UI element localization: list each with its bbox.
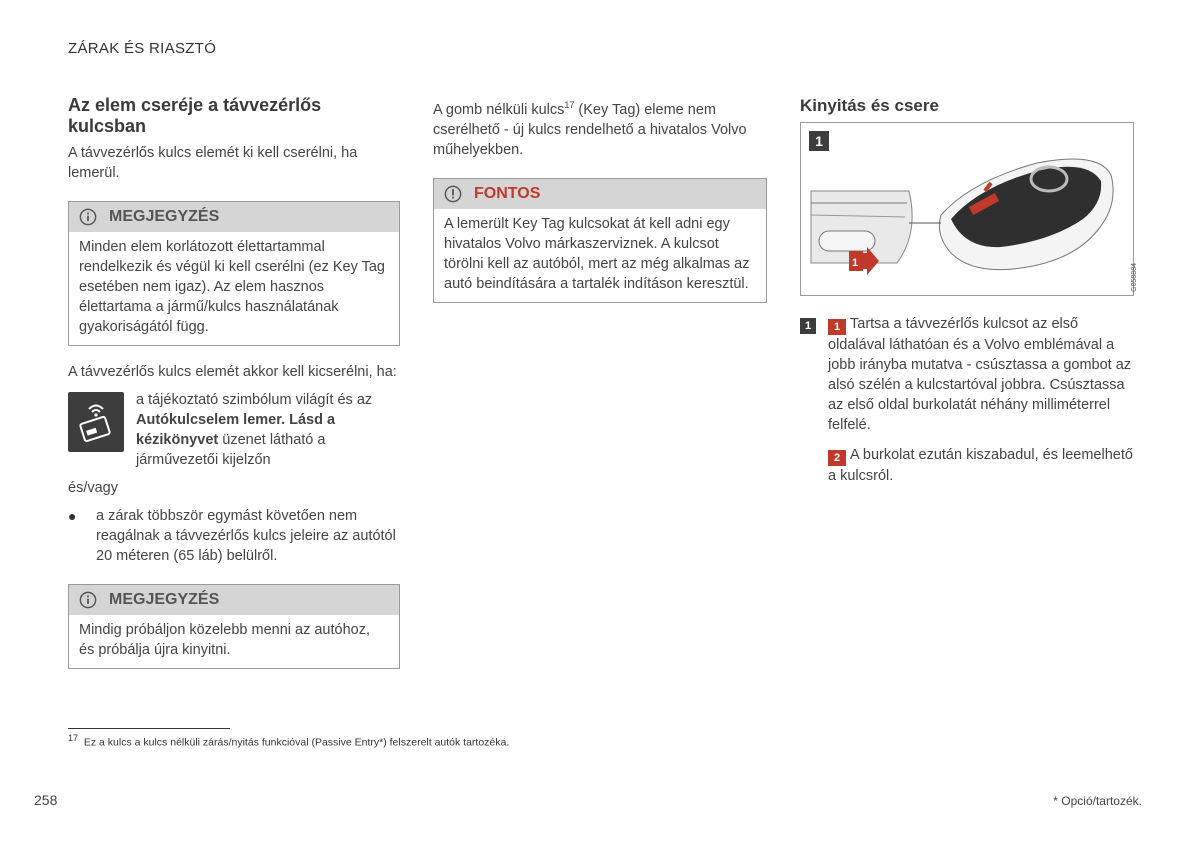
figure-badge: 1 [809,131,829,151]
footnote-text: Ez a kulcs a kulcs nélküli zárás/nyitás funkcióval (Passive Entry*) felszerelt autók tartozéka. [83,736,510,749]
note-text-2: Mindig próbáljon közelebb menni az autóhoz, és próbálja újra kinyitni. [79,622,370,658]
note-label: MEGJEGYZÉS [109,208,220,225]
footnote [68,733,509,749]
step-1-text [828,314,1134,435]
key-illustration [800,122,1138,296]
step-2-body: A burkolat ezután kiszabadul, és leemelhető a kulcsról. [828,447,1133,484]
step-2 [800,445,1134,486]
andor-text: és/vagy [68,480,118,496]
optional-note: * Opció/tartozék. [1053,794,1142,808]
symbol-text-2: üzenet látható a járművezetői kijelzőn [136,432,326,468]
key-tag-text-a: A gomb nélküli kulcs [433,101,565,118]
symbol-row [68,390,400,470]
arrow-2-icon: 2 [828,450,846,466]
symbol-text-1: a tájékoztató szimbólum világít és az [136,392,373,408]
note-box [68,201,400,346]
note-header [69,202,399,232]
symbol-description [136,390,400,470]
bullet-dot-icon: ● [68,508,77,524]
key-tag-text [433,95,767,160]
bullet-text: a zárak többször egymást követően nem reagálnak a távvezérlős kulcs jeleire az autótól 20 méteren (65 láb) belülről. [96,508,396,564]
arrow-1-icon: 1 [828,319,846,335]
section-title: Az elem cseréje a távvezérlős kulcsban [68,95,322,136]
footnote-ref: 17 [564,100,575,110]
step-2-text [828,445,1134,486]
when-text: A távvezérlős kulcs elemét akkor kell kicserélni, ha: [68,364,397,380]
section-header: ZÁRAK ÉS RIASZTÓ [68,40,217,57]
subsection-title: Kinyitás és csere [800,96,939,115]
page-number: 258 [34,792,58,808]
column-middle [433,95,767,303]
footnote-number: 17 [68,733,79,743]
note-box-2 [68,584,400,669]
info-icon [79,591,97,609]
symbol-bold-text: Autókulcselem lemer. Lásd a kézikönyvet [136,412,336,448]
info-icon [79,208,97,226]
key-battery-symbol-icon [68,392,124,452]
exclamation-icon [444,185,462,203]
note-header-2 [69,585,399,615]
note-text: Minden elem korlátozott élettartammal rendelkezik és végül ki kell cserélni (ez Key Tag esetében nem igaz). Az elem hasznos élettartama a jármű/kulcs használatának gyakoriságától függ. [79,239,385,335]
column-right [800,95,1138,486]
warning-text: A lemerült Key Tag kulcsokat át kell adni egy hivatalos Volvo márkaszerviznek. A kulcsot törölni kell az autóból, mert az még alkalmas az autó beindítására a tartalék indításon keresztül. [444,215,750,292]
figure-code: G058884 [1131,263,1138,292]
warning-header [434,179,766,209]
footnote-divider [68,728,230,729]
warning-box [433,178,767,303]
step-badge: 1 [800,318,816,334]
note-label-2: MEGJEGYZÉS [109,591,220,608]
key-tag-text-b: (Key Tag) eleme nem cserélhető - új kulcs rendelhető a hivatalos Volvo műhelyekben. [433,101,747,158]
warning-label: FONTOS [474,184,541,202]
step-1-body: Tartsa a távvezérlős kulcsot az első oldalával láthatóan és a Volvo emblémával a jobb irányba mutatva - csúsztassa a gombot az alsó szélén a kulcstartóval jobbra. Csúsztassa az első oldal burkolatát néhány milliméterrel felfelé. [828,316,1132,433]
step-1 [800,314,1134,435]
bullet-item [68,506,400,566]
key-fob-drawing [801,123,1133,295]
intro-text: A távvezérlős kulcs elemét ki kell cserélni, ha lemerül. [68,145,358,181]
svg-text:1: 1 [852,257,859,269]
column-left [68,95,400,669]
